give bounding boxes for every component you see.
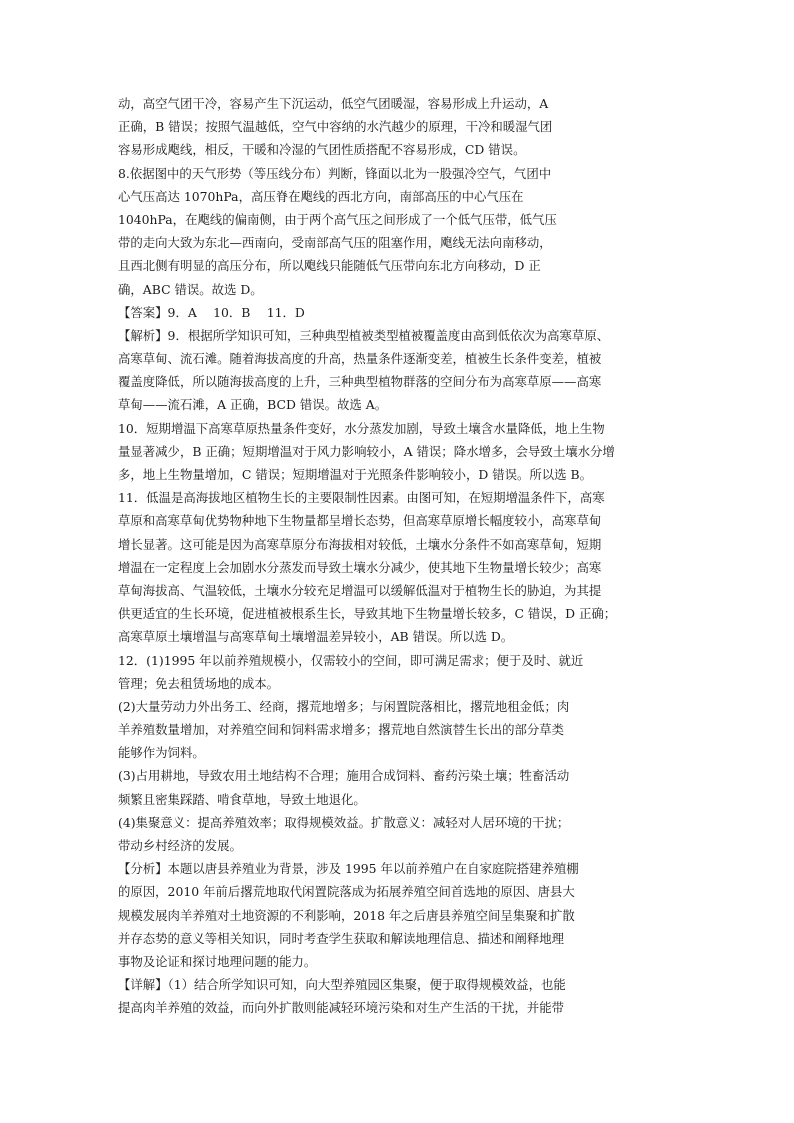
text-line: 8.依据图中的天气形势（等压线分布）判断，锋面以北为一股强冷空气，气团中 (118, 165, 552, 181)
text-line: 并存态势的意义等相关知识，同时考查学生获取和解读地理信息、描述和阐释地理 (118, 930, 565, 946)
analysis-heading-line: 【分析】本题以唐县养殖业为背景，涉及 1995 年以前养殖户在自家庭院搭建养殖棚 (118, 861, 579, 877)
text-line: 增温在一定程度上会加剧水分蒸发而导致土壤水分减少，使其地下生物量增长较少；高寒 (118, 559, 602, 575)
analysis-line: 【解析】9．根据所学知识可知，三种典型植被类型植被覆盖度由高到低依次为高寒草原、 (118, 327, 610, 343)
text-line: 频繁且密集踩踏、啃食草地，导致土地退化。 (118, 791, 366, 807)
text-line: 量显著减少，B 正确；短期增温对于风力影响较小，A 错误；降水增多，会导致土壤水分增 (118, 443, 615, 459)
answer-line: 【答案】9．A 10．B 11．D (118, 304, 305, 320)
text-line: (3)占用耕地，导致农用土地结构不合理；施用合成饲料、畜药污染土壤；牲畜活动 (118, 768, 570, 784)
text-line: 确，ABC 错误。故选 D。 (118, 281, 263, 297)
text-line: 管理；免去租赁场地的成本。 (118, 675, 280, 691)
text-line: 正确，B 错误；按照气温越低，空气中容纳的水汽越少的原理，干冷和暖湿气团 (118, 119, 553, 135)
text-line: 草原和高寒草甸优势物种地下生物量都呈增长态势，但高寒草原增长幅度较小，高寒草甸 (118, 513, 602, 529)
text-line: 的原因，2010 年前后撂荒地取代闲置院落成为拓展养殖空间首选地的原因、唐县大 (118, 884, 575, 900)
text-line: 增长显著。这可能是因为高寒草原分布海拔相对较低，土壤水分条件不如高寒草甸，短期 (118, 536, 602, 552)
text-line: 供更适宜的生长环境，促进植被根系生长，导致其地下生物量增长较多，C 错误，D 正确； (118, 606, 617, 622)
text-line: 草甸海拔高、气温较低，土壤水分较充足增温可以缓解低温对于植物生长的胁迫，为其提 (118, 582, 602, 598)
text-line: 11．低温是高海拔地区植物生长的主要限制性因素。由图可知，在短期增温条件下，高寒 (118, 490, 605, 506)
text-line: 高寒草甸、流石滩。随着海拔高度的升高，热量条件逐渐变差，植被生长条件变差，植被 (118, 351, 602, 367)
text-line: 事物及论证和探讨地理问题的能力。 (118, 953, 317, 969)
text-line: 动，高空气团干冷，容易产生下沉运动，低空气团暖湿，容易形成上升运动，A (118, 96, 549, 111)
text-line: 且西北侧有明显的高压分布，所以飑线只能随低气压带向东北方向移动，D 正 (118, 258, 541, 274)
text-line: 带动乡村经济的发展。 (118, 838, 242, 853)
text-line: 10．短期增温下高寒草原热量条件变好，水分蒸发加剧，导致土壤含水量降低，地上生物 (118, 420, 605, 436)
text-line: 容易形成飑线，相反，干暖和冷湿的气团性质搭配不容易形成，CD 错误。 (118, 142, 526, 158)
text-line: (2)大量劳动力外出务工、经商，撂荒地增多；与闲置院落相比，撂荒地租金低；肉 (118, 698, 570, 714)
text-line: 多，地上生物量增加，C 错误；短期增温对于光照条件影响较小，D 错误。所以选 B。 (118, 467, 593, 482)
text-line: 1040hPa，在飑线的偏南侧，由于两个高气压之间形成了一个低气压带，低气压 (118, 211, 557, 227)
text-line: 提高肉羊养殖的效益，而向外扩散则能减轻环境污染和对生产生活的干扰，并能带 (118, 1000, 565, 1016)
text-line: 高寒草原土壤增温与高寒草甸土壤增温差异较小，AB 错误。所以选 D。 (118, 629, 514, 645)
text-line: 草甸——流石滩，A 正确，BCD 错误。故选 A。 (118, 397, 388, 413)
text-line: 羊养殖数量增加，对养殖空间和饲料需求增多；撂荒地自然演替生长出的部分草类 (118, 722, 565, 738)
text-line: 12．(1)1995 年以前养殖规模小，仅需较小的空间，即可满足需求；便于及时、就近 (118, 652, 584, 668)
text-line: 心气压高达 1070hPa，高压脊在飑线的西北方向，南部高压的中心气压在 (118, 188, 524, 204)
detail-heading-line: 【详解】（1）结合所学知识可知，向大型养殖园区集聚，便于取得规模效益，也能 (118, 977, 566, 993)
text-line: 带的走向大致为东北—西南向，受南部高气压的阻塞作用，飑线无法向南移动， (118, 235, 552, 251)
text-line: 规模发展肉羊养殖对土地资源的不利影响，2018 年之后唐县养殖空间呈集聚和扩散 (118, 907, 575, 923)
document-page (118, 92, 678, 1020)
text-line: 能够作为饲料。 (118, 745, 205, 761)
text-line: (4)集聚意义：提高养殖效率；取得规模效益。扩散意义：减轻对人居环境的干扰； (118, 814, 570, 830)
text-line: 覆盖度降低，所以随海拔高度的上升，三种典型植物群落的空间分布为高寒草原——高寒 (118, 374, 602, 390)
